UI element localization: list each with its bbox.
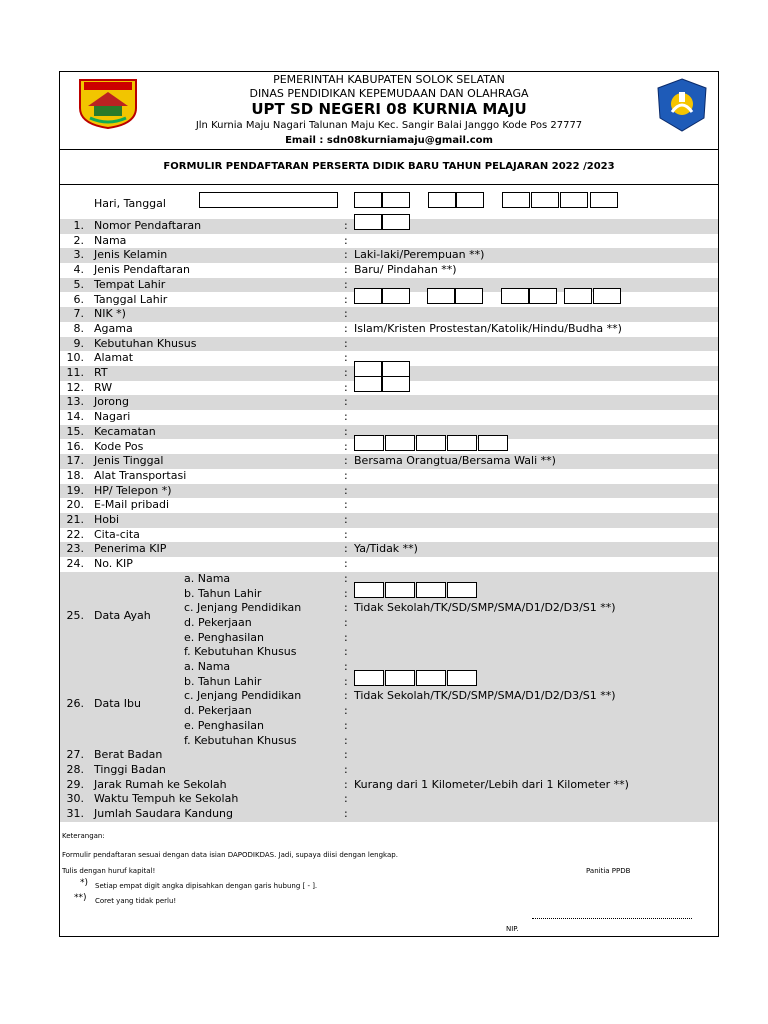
form-row [60, 322, 718, 337]
row-number: 14. [66, 410, 84, 424]
entry-box[interactable] [385, 435, 415, 451]
form-row [60, 410, 718, 425]
entry-box[interactable] [427, 288, 455, 304]
note-text: Coret yang tidak perlu! [95, 897, 177, 905]
row-colon: : [344, 645, 348, 659]
office-name: DINAS PENDIDIKAN KEPEMUDAAN DAN OLAHRAGA [249, 87, 529, 100]
row-colon: : [344, 468, 348, 482]
row-colon: : [344, 660, 348, 673]
row-colon: : [344, 615, 348, 629]
form-row [60, 616, 718, 631]
row-colon: : [344, 571, 348, 585]
row-number: 20. [66, 498, 84, 512]
group-number: 25. [66, 608, 84, 622]
row-label: Nama [94, 233, 127, 247]
form-row [60, 792, 718, 807]
row-colon: : [344, 483, 348, 497]
row-value[interactable]: Kurang dari 1 Kilometer/Lebih dari 1 Kilometer **) [354, 777, 629, 791]
entry-box[interactable] [455, 288, 483, 304]
row-colon: : [344, 674, 348, 688]
row-label: Tempat Lahir [94, 277, 166, 291]
entry-box[interactable] [385, 670, 415, 686]
form-row [60, 395, 718, 410]
row-label: Cita-cita [94, 527, 140, 541]
row-number: 24. [66, 557, 84, 571]
row-number: 18. [66, 468, 84, 482]
row-number: 21. [66, 513, 84, 526]
row-colon: : [344, 233, 348, 247]
row-colon: : [344, 792, 348, 806]
row-number: 27. [66, 748, 84, 762]
entry-box[interactable] [416, 582, 446, 598]
form-row [60, 528, 718, 543]
row-colon: : [344, 630, 348, 644]
entry-box[interactable] [354, 214, 382, 230]
row-number: 2. [73, 233, 84, 247]
entry-box[interactable] [382, 214, 410, 230]
row-colon: : [344, 351, 348, 365]
form-row [60, 513, 718, 528]
row-colon: : [344, 777, 348, 791]
form-row [60, 601, 718, 616]
row-number: 19. [66, 483, 84, 497]
row-number: 5. [73, 277, 84, 291]
note-text: *) [80, 878, 89, 888]
row-number: 31. [66, 807, 84, 820]
row-colon: : [344, 277, 348, 291]
group-label: Data Ibu [94, 696, 141, 710]
note-text: Panitia PPDB [586, 867, 631, 875]
row-number: 6. [73, 292, 84, 306]
row-colon: : [344, 557, 348, 571]
row-label: c. Jenjang Pendidikan [184, 601, 302, 615]
row-label: a. Nama [184, 660, 231, 673]
note-text: **) [74, 893, 87, 903]
row-label: e. Penghasilan [184, 630, 264, 644]
row-colon: : [344, 395, 348, 409]
row-label: Berat Badan [94, 748, 163, 762]
row-value[interactable]: Islam/Kristen Prostestan/Katolik/Hindu/Budha **) [354, 321, 622, 335]
row-label: Jumlah Saudara Kandung [94, 807, 234, 820]
row-number: 8. [73, 321, 84, 335]
form-row [60, 498, 718, 513]
entry-box[interactable] [354, 192, 382, 208]
row-label: d. Pekerjaan [184, 704, 252, 718]
row-label: Kebutuhan Khusus [94, 336, 197, 350]
form-row [60, 234, 718, 249]
row-label: b. Tahun Lahir [184, 674, 262, 688]
row-value[interactable]: Laki-laki/Perempuan **) [354, 248, 485, 262]
row-number: 4. [73, 263, 84, 277]
group-label: Data Ayah [94, 608, 151, 622]
entry-box[interactable] [354, 361, 382, 377]
form-row [60, 381, 718, 396]
entry-box[interactable] [354, 288, 382, 304]
row-colon: : [344, 454, 348, 468]
form-row [60, 454, 718, 469]
row-number: 17. [66, 454, 84, 468]
form-row [60, 440, 718, 455]
form-row [60, 263, 718, 278]
row-colon: : [344, 704, 348, 718]
entry-box[interactable] [354, 435, 384, 451]
date-row [60, 197, 718, 212]
row-colon: : [344, 248, 348, 262]
form-row [60, 807, 718, 822]
row-label: Agama [94, 321, 133, 335]
group-number: 26. [66, 696, 84, 710]
form-row [60, 675, 718, 690]
letterhead [60, 72, 718, 150]
form-frame [59, 71, 719, 937]
day-input[interactable] [199, 192, 338, 208]
row-value[interactable]: Baru/ Pindahan **) [354, 263, 457, 277]
row-colon: : [344, 601, 348, 615]
row-number: 22. [66, 527, 84, 541]
form-row [60, 484, 718, 499]
form-title: FORMULIR PENDAFTARAN PERSERTA DIDIK BARU TAHUN PELAJARAN 2022 /2023 [60, 150, 718, 185]
row-value[interactable]: Tidak Sekolah/TK/SD/SMP/SMA/D1/D2/D3/S1 **) [354, 689, 616, 703]
row-label: Penerima KIP [94, 542, 167, 556]
note-text: Keterangan: [62, 832, 105, 840]
row-number: 16. [66, 439, 84, 453]
row-number: 13. [66, 395, 84, 409]
row-number: 1. [73, 219, 84, 232]
entry-box[interactable] [478, 435, 508, 451]
form-row [60, 719, 718, 734]
row-label: b. Tahun Lahir [184, 586, 262, 600]
form-row [60, 337, 718, 352]
row-colon: : [344, 513, 348, 526]
entry-box[interactable] [502, 192, 530, 208]
entry-box[interactable] [382, 376, 410, 392]
entry-box[interactable] [354, 582, 384, 598]
entry-box[interactable] [456, 192, 484, 208]
row-label: Kecamatan [94, 424, 156, 438]
row-colon: : [344, 527, 348, 541]
row-number: 30. [66, 792, 84, 806]
date-label: Hari, Tanggal [94, 197, 166, 210]
school-email: Email : sdn08kurniamaju@gmail.com [285, 135, 493, 146]
entry-box[interactable] [447, 435, 477, 451]
row-value[interactable]: Bersama Orangtua/Bersama Wali **) [354, 454, 556, 468]
row-colon: : [344, 292, 348, 306]
row-label: f. Kebutuhan Khusus [184, 733, 297, 747]
entry-box[interactable] [382, 192, 410, 208]
row-number: 7. [73, 307, 84, 321]
row-colon: : [344, 733, 348, 747]
row-number: 3. [73, 248, 84, 262]
row-number: 10. [66, 351, 84, 365]
row-label: d. Pekerjaan [184, 615, 252, 629]
row-colon: : [344, 807, 348, 820]
row-colon: : [344, 689, 348, 703]
row-colon: : [344, 366, 348, 379]
row-label: Waktu Tempuh ke Sekolah [94, 792, 239, 806]
row-label: a. Nama [184, 571, 231, 585]
row-colon: : [344, 424, 348, 438]
row-colon: : [344, 380, 348, 394]
form-row [60, 587, 718, 602]
row-label: Jorong [94, 395, 129, 409]
entry-box[interactable] [354, 670, 384, 686]
row-number: 11. [66, 366, 84, 379]
row-label: Jenis Pendaftaran [94, 263, 190, 277]
row-label: Jenis Tinggal [94, 454, 164, 468]
row-label: Tanggal Lahir [94, 292, 168, 306]
row-value[interactable]: Ya/Tidak **) [354, 542, 418, 556]
entry-box[interactable] [354, 376, 382, 392]
form-row [60, 219, 718, 234]
note-text: Formulir pendaftaran sesuai dengan data isian DAPODIKDAS. Jadi, supaya diisi dengan lengkap. [62, 851, 398, 859]
entry-box[interactable] [560, 192, 588, 208]
signature-line [532, 917, 692, 919]
row-label: c. Jenjang Pendidikan [184, 689, 302, 703]
entry-box[interactable] [382, 361, 410, 377]
row-number: 29. [66, 777, 84, 791]
row-colon: : [344, 748, 348, 762]
form-row [60, 748, 718, 763]
form-row [60, 557, 718, 572]
row-value[interactable]: Tidak Sekolah/TK/SD/SMP/SMA/D1/D2/D3/S1 **) [354, 601, 616, 615]
row-label: RT [94, 366, 108, 379]
form-row [60, 248, 718, 263]
school-name: UPT SD NEGERI 08 KURNIA MAJU [251, 100, 527, 118]
row-colon: : [344, 219, 348, 232]
row-number: 9. [73, 336, 84, 350]
row-colon: : [344, 336, 348, 350]
entry-box[interactable] [447, 670, 477, 686]
row-colon: : [344, 307, 348, 321]
entry-box[interactable] [382, 288, 410, 304]
row-label: Jenis Kelamin [94, 248, 168, 262]
note-text: NIP. [506, 925, 519, 933]
note-text: Tulis dengan huruf kapital! [62, 867, 156, 875]
form-row [60, 734, 718, 749]
row-colon: : [344, 542, 348, 556]
entry-box[interactable] [416, 670, 446, 686]
form-row [60, 307, 718, 322]
row-label: Tinggi Badan [94, 762, 166, 776]
entry-box[interactable] [447, 582, 477, 598]
entry-box[interactable] [593, 288, 621, 304]
row-colon: : [344, 410, 348, 424]
gov-name: PEMERINTAH KABUPATEN SOLOK SELATAN [273, 73, 505, 86]
row-colon: : [344, 321, 348, 335]
entry-box[interactable] [531, 192, 559, 208]
row-number: 12. [66, 380, 84, 394]
row-label: No. KIP [94, 557, 133, 571]
row-colon: : [344, 439, 348, 453]
row-number: 23. [66, 542, 84, 556]
entry-box[interactable] [529, 288, 557, 304]
form-row [60, 631, 718, 646]
row-label: Alamat [94, 351, 134, 365]
row-label: Alat Transportasi [94, 468, 187, 482]
row-colon: : [344, 762, 348, 776]
row-label: f. Kebutuhan Khusus [184, 645, 297, 659]
row-label: Nagari [94, 410, 131, 424]
entry-box[interactable] [416, 435, 446, 451]
form-row [60, 704, 718, 719]
row-label: RW [94, 380, 113, 394]
row-label: NIK *) [94, 307, 126, 321]
form-row [60, 778, 718, 793]
form-row [60, 645, 718, 660]
row-label: Jarak Rumah ke Sekolah [94, 777, 227, 791]
form-row [60, 469, 718, 484]
row-label: E-Mail pribadi [94, 498, 170, 512]
row-label: e. Penghasilan [184, 718, 264, 732]
form-row [60, 293, 718, 308]
entry-box[interactable] [501, 288, 529, 304]
form-row [60, 763, 718, 778]
entry-box[interactable] [564, 288, 592, 304]
row-colon: : [344, 718, 348, 732]
row-label: Kode Pos [94, 439, 144, 453]
row-label: Hobi [94, 513, 120, 526]
row-colon: : [344, 263, 348, 277]
form-row [60, 689, 718, 704]
entry-box[interactable] [428, 192, 456, 208]
note-text: Setiap empat digit angka dipisahkan dengan garis hubung [ - ]. [95, 882, 318, 890]
row-colon: : [344, 586, 348, 600]
row-number: 15. [66, 424, 84, 438]
school-address: Jln Kurnia Maju Nagari Talunan Maju Kec. Sangir Balai Janggo Kode Pos 27777 [195, 120, 583, 131]
entry-box[interactable] [590, 192, 618, 208]
row-label: Nomor Pendaftaran [94, 219, 202, 232]
form-row [60, 542, 718, 557]
row-number: 28. [66, 762, 84, 776]
row-colon: : [344, 498, 348, 512]
entry-box[interactable] [385, 582, 415, 598]
row-label: HP/ Telepon *) [94, 483, 172, 497]
